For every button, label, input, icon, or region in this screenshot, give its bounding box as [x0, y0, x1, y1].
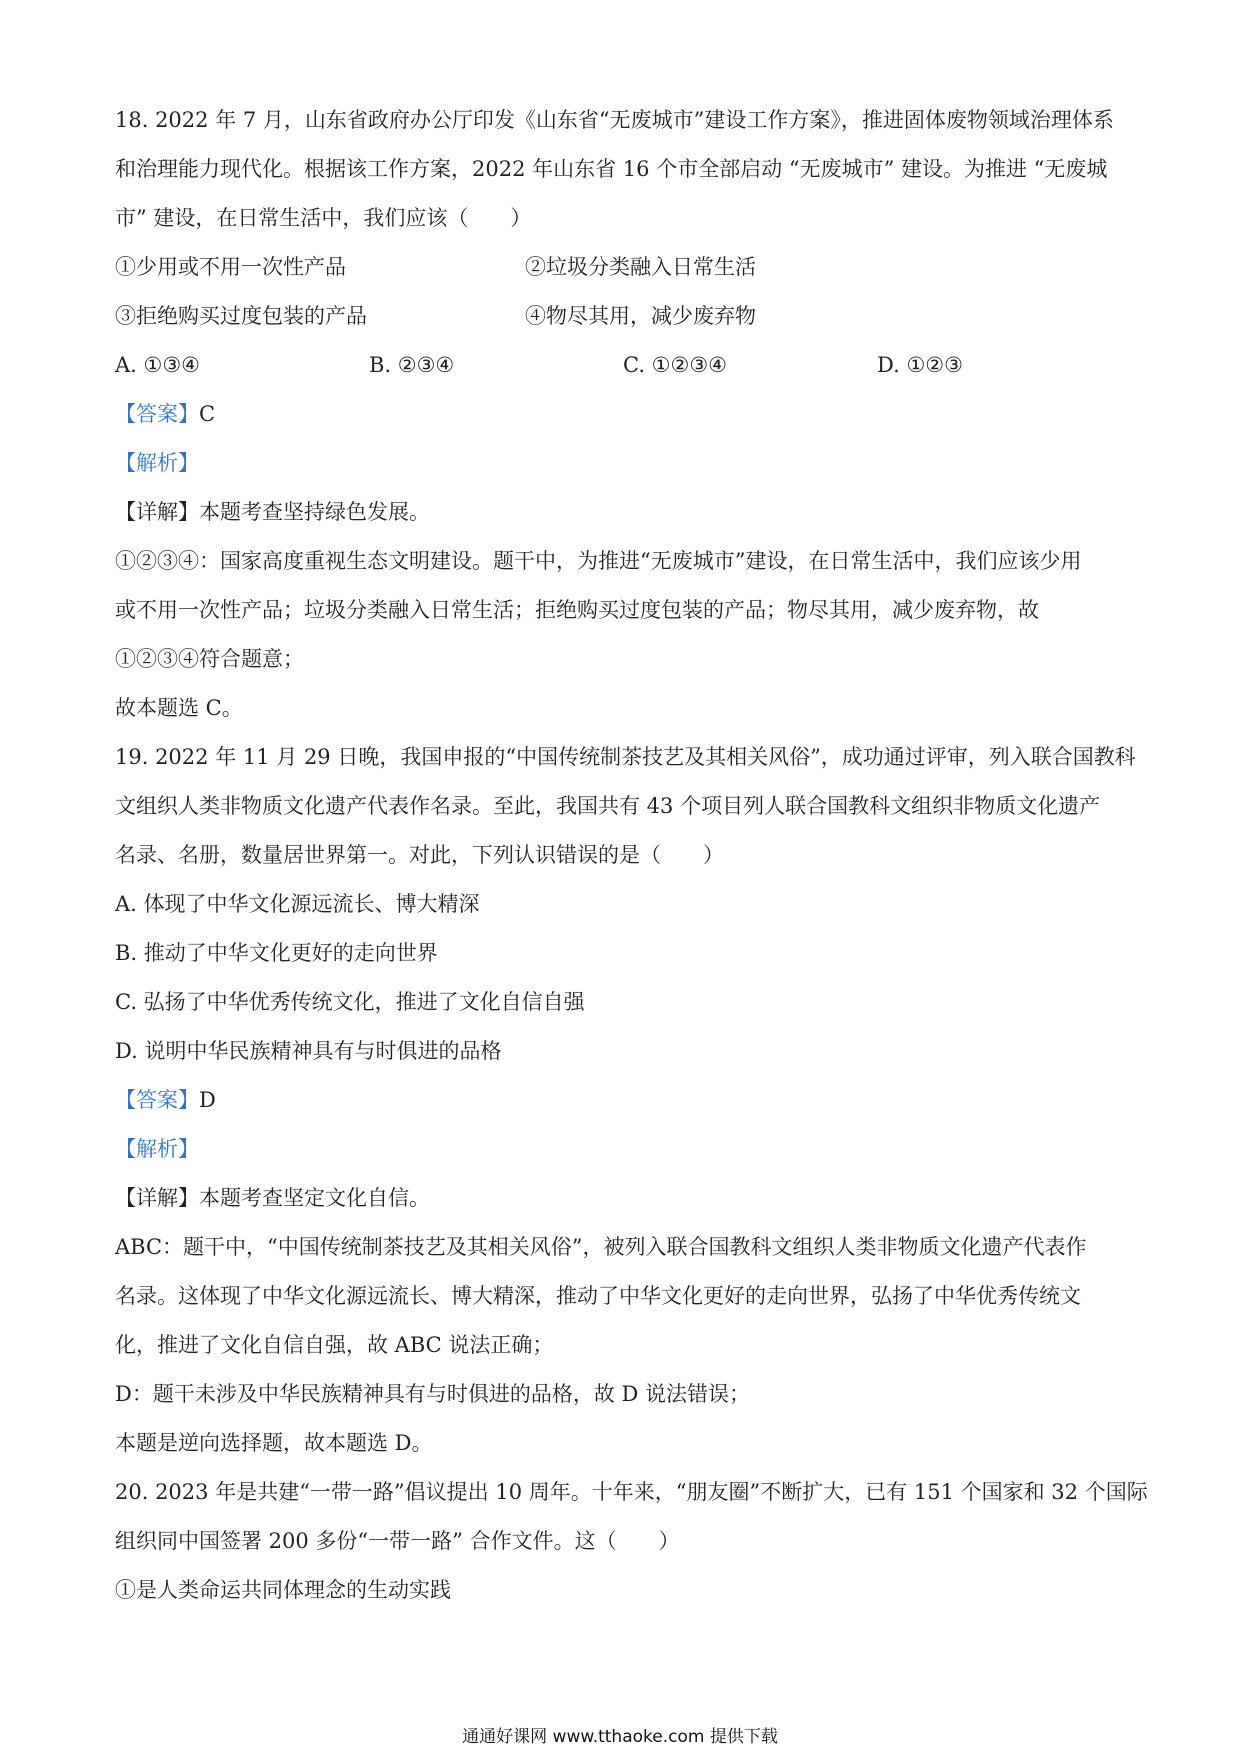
q18-explain-line-4: 故本题选 C。	[115, 696, 243, 720]
q18-option-c: C. ①②③④	[623, 353, 727, 377]
q19-option-a: A. 体现了中华文化源远流长、博大精深	[115, 892, 480, 916]
q19-option-c: C. 弘扬了中华优秀传统文化，推进了文化自信自强	[115, 990, 585, 1014]
q18-option-b: B. ②③④	[369, 353, 455, 377]
q19-analysis-tag: 【解析】	[115, 1137, 199, 1161]
q19-explain-line-4: D：题干未涉及中华民族精神具有与时俱进的品格，故 D 说法错误；	[115, 1382, 751, 1406]
document-page	[115, 96, 1148, 1615]
page-footer: 通通好课网 www.tthaoke.com 提供下载	[462, 1727, 778, 1747]
q19-explain-line-3: 化，推进了文化自信自强，故 ABC 说法正确；	[115, 1333, 554, 1357]
q18-answer-value: C	[199, 402, 216, 426]
q18-answer	[115, 390, 1135, 439]
q18-explain-line-1: ①②③④：国家高度重视生态文明建设。题干中，为推进“无废城市”建设，在日常生活中，我们应该少用	[115, 549, 1082, 573]
q18-item-1: ①少用或不用一次性产品	[115, 255, 346, 279]
q18-detail	[115, 488, 1135, 537]
q18-items-row-2	[115, 292, 1135, 341]
q19-explain-line-5: 本题是逆向选择题，故本题选 D。	[115, 1431, 433, 1455]
q19-explain-line-2: 名录。这体现了中华文化源远流长、博大精深，推动了中华文化更好的走向世界，弘扬了中华优秀传统文	[115, 1284, 1081, 1308]
q19-option-d: D. 说明中华民族精神具有与时俱进的品格	[115, 1039, 502, 1063]
q19-detail	[115, 1174, 1135, 1223]
q19-detail-text: 本题考查坚定文化自信。	[199, 1186, 430, 1210]
q20-item-1: ①是人类命运共同体理念的生动实践	[115, 1578, 451, 1602]
q18-item-2: ②垃圾分类融入日常生活	[525, 255, 756, 279]
q19-stem-line-3: 名录、名册，数量居世界第一。对此，下列认识错误的是（ ）	[115, 843, 724, 867]
q18-detail-text: 本题考查坚持绿色发展。	[199, 500, 430, 524]
q19-stem-line-2: 文组织人类非物质文化遗产代表作名录。至此，我国共有 43 个项目列人联合国教科文组织非物质文化遗产	[115, 794, 1101, 818]
q19-detail-tag: 【详解】	[115, 1186, 199, 1210]
q18-detail-tag: 【详解】	[115, 500, 199, 524]
q18-option-d: D. ①②③	[877, 353, 963, 377]
q19-option-b: B. 推动了中华文化更好的走向世界	[115, 941, 438, 965]
q19-analysis	[115, 1125, 1135, 1174]
q18-explain-line-3: ①②③④符合题意；	[115, 647, 304, 671]
q19-answer	[115, 1076, 1135, 1125]
q18-analysis	[115, 439, 1135, 488]
q19-answer-tag: 【答案】	[115, 1088, 199, 1112]
q19-stem-line-1: 19. 2022 年 11 月 29 日晚，我国申报的“中国传统制茶技艺及其相关风俗”，成功通过评审，列入联合国教科	[115, 745, 1136, 769]
q18-option-a: A. ①③④	[115, 353, 200, 377]
q20-stem-line-1: 20. 2023 年是共建“一带一路”倡议提出 10 周年。十年来，“朋友圈”不断扩大，已有 151 个国家和 32 个国际	[115, 1480, 1148, 1504]
q18-analysis-tag: 【解析】	[115, 451, 199, 475]
q18-items-row-1	[115, 243, 1135, 292]
q18-stem-line-2: 和治理能力现代化。根据该工作方案，2022 年山东省 16 个市全部启动 “无废城市” 建设。为推进 “无废城	[115, 157, 1108, 181]
q18-stem-line-1: 18. 2022 年 7 月，山东省政府办公厅印发《山东省“无废城市”建设工作方案》，推进固体废物领域治理体系	[115, 108, 1114, 132]
q19-answer-value: D	[199, 1088, 216, 1112]
q20-stem-line-2: 组织同中国签署 200 多份“一带一路” 合作文件。这（ ）	[115, 1529, 680, 1553]
q18-answer-tag: 【答案】	[115, 402, 199, 426]
q18-stem-line-3: 市” 建设，在日常生活中，我们应该（ ）	[115, 206, 532, 230]
q18-item-3: ③拒绝购买过度包装的产品	[115, 304, 367, 328]
q18-explain-line-2: 或不用一次性产品；垃圾分类融入日常生活；拒绝购买过度包装的产品；物尽其用，减少废弃物，故	[115, 598, 1039, 622]
q19-explain-line-1: ABC：题干中，“中国传统制茶技艺及其相关风俗”，被列入联合国教科文组织人类非物质文化遗产代表作	[115, 1235, 1087, 1259]
q18-item-4: ④物尽其用，减少废弃物	[525, 304, 756, 328]
q18-options-row	[115, 341, 1135, 390]
